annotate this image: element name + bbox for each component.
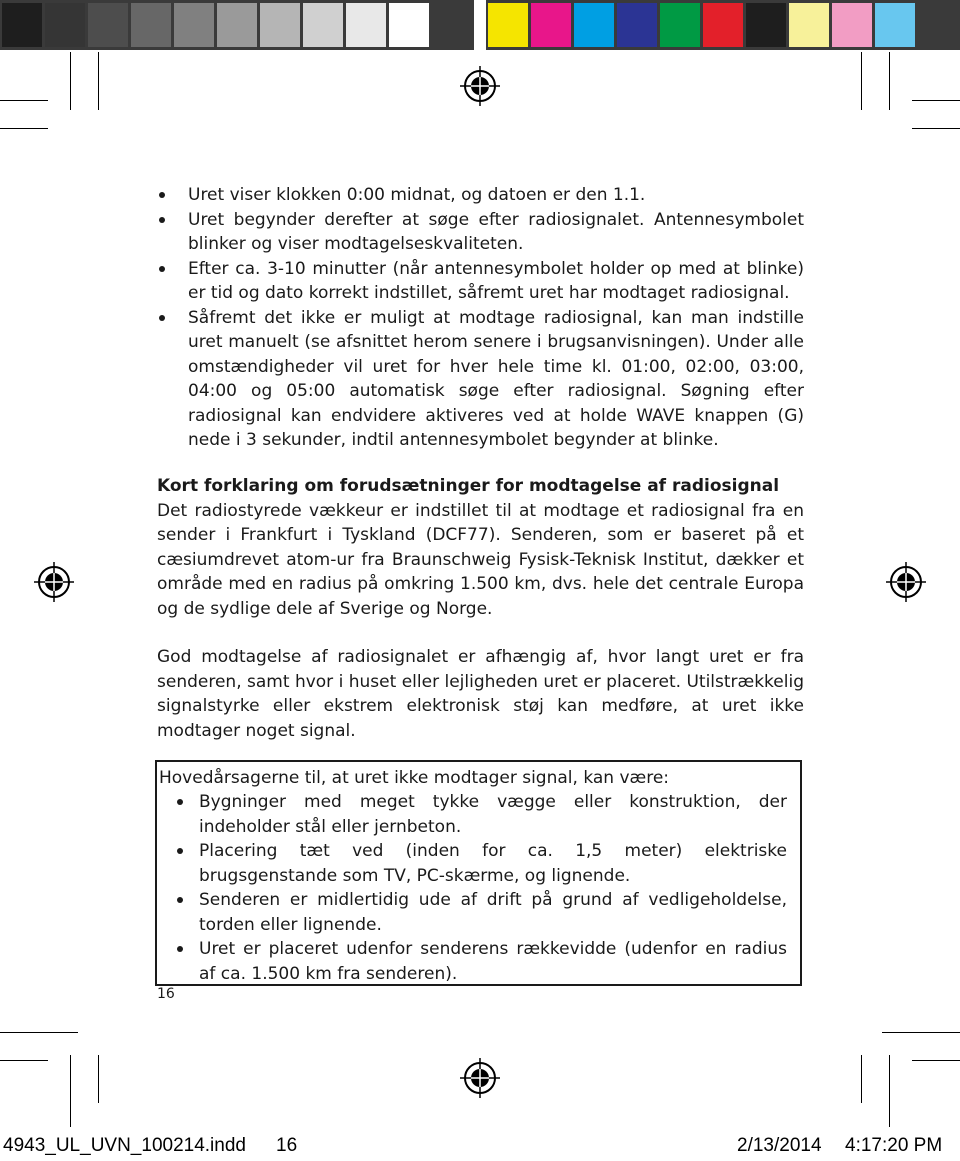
list-item: Efter ca. 3-10 minutter (når antennesymbolet holder op med at blinke) er tid og dato korrekt indstillet, såfremt uret har modtaget radiosignal. [157,257,804,306]
registration-mark-icon [886,562,926,602]
crop-mark [912,128,960,129]
crop-mark [912,1060,960,1061]
list-item: Bygninger med meget tykke vægge eller konstruktion, der indeholder stål eller jernbeton. [175,790,787,839]
color-swatch [703,3,743,47]
crop-mark [0,128,48,129]
footer-date: 2/13/2014 [737,1135,822,1156]
list-item: Uret viser klokken 0:00 midnat, og datoen er den 1.1. [157,183,804,208]
list-item: Uret begynder derefter at søge efter radiosignalet. Antennesymbolet blinker og viser modtagelseskvaliteten. [157,208,804,257]
footer-filename: 4943_UL_UVN_100214.indd [3,1135,246,1156]
color-swatch [131,3,171,47]
color-swatch [174,3,214,47]
section-paragraph: God modtagelse af radiosignalet er afhængig af, hvor langt uret er fra senderen, samt hvor i huset eller lejligheden uret er placeret. Utilstrækkelig signalstyrke eller ekstrem elektronisk støj kan medføre, at uret ikke modtager noget signal. [157,647,804,741]
color-swatch [617,3,657,47]
crop-mark [0,1032,78,1033]
color-swatch [303,3,343,47]
color-swatch [488,3,528,47]
list-item: Såfremt det ikke er muligt at modtage radiosignal, kan man indstille uret manuelt (se afsnittet herom senere i brugsanvisningen). Under alle omstændigheder vil uret for hver hele time kl. 01:00, 02:00, 03:00, 04:00 og 05:00 automatisk søge efter radiosignal. Søgning efter radiosignal kan endvidere aktiveres ved at holde WAVE knappen (G) nede i 3 sekunder, indtil antennesymbolet begynder at blinke. [157,306,804,453]
page-number: 16 [157,986,175,1002]
color-swatch [789,3,829,47]
list-item: Senderen er midlertidig ude af drift på grund af vedligeholdelse, torden eller lignende. [175,888,787,937]
crop-mark [889,52,890,110]
reception-section [157,474,804,743]
color-swatch [88,3,128,47]
intro-section [157,183,804,453]
registration-mark-icon [34,562,74,602]
color-swatch [260,3,300,47]
crop-mark [0,100,48,101]
registration-mark-icon [460,66,500,106]
color-swatch [2,3,42,47]
color-calibration-bar [486,0,916,50]
box-intro: Hovedårsagerne til, at uret ikke modtager signal, kan være: [159,768,670,788]
section-paragraph: Det radiostyrede vækkeur er indstillet til at modtage et radiosignal fra en sender i Frankfurt i Tyskland (DCF77). Senderen, som er baseret på et cæsiumdrevet atom-ur fra Braunschweig Fysisk-Teknisk Institut, dækker et område med en radius på omkring 1.500 km, dvs. hele det centrale Europa og de sydlige dele af Sverige og Norge. [157,500,804,619]
crop-mark [889,1055,890,1127]
color-swatch [832,3,872,47]
crop-mark [70,52,71,110]
crop-mark [0,1060,48,1061]
color-swatch [660,3,700,47]
color-swatch [45,3,85,47]
color-swatch [389,3,429,47]
section-heading: Kort forklaring om forudsætninger for modtagelse af radiosignal [157,476,780,496]
crop-mark [861,1055,862,1103]
registration-mark-icon [460,1058,500,1098]
footer-page: 16 [276,1135,298,1156]
list-item: Uret er placeret udenfor senderens rækkevidde (udenfor en radius af ca. 1.500 km fra senderen). [175,937,787,986]
color-swatch [746,3,786,47]
crop-mark [861,52,862,110]
gray-calibration-bar [0,0,430,50]
footer-time: 4:17:20 PM [845,1135,943,1156]
color-swatch [346,3,386,47]
intro-bullet-list [157,183,804,453]
crop-mark [912,100,960,101]
crop-mark [98,1055,99,1103]
crop-mark [882,1032,960,1033]
color-swatch [875,3,915,47]
crop-mark [98,52,99,110]
reasons-box [155,760,802,986]
color-swatch [574,3,614,47]
color-swatch [217,3,257,47]
crop-mark [70,1055,71,1127]
color-swatch [531,3,571,47]
reasons-bullet-list [175,790,787,986]
list-item: Placering tæt ved (inden for ca. 1,5 meter) elektriske brugsgenstande som TV, PC-skærme, og lignende. [175,839,787,888]
